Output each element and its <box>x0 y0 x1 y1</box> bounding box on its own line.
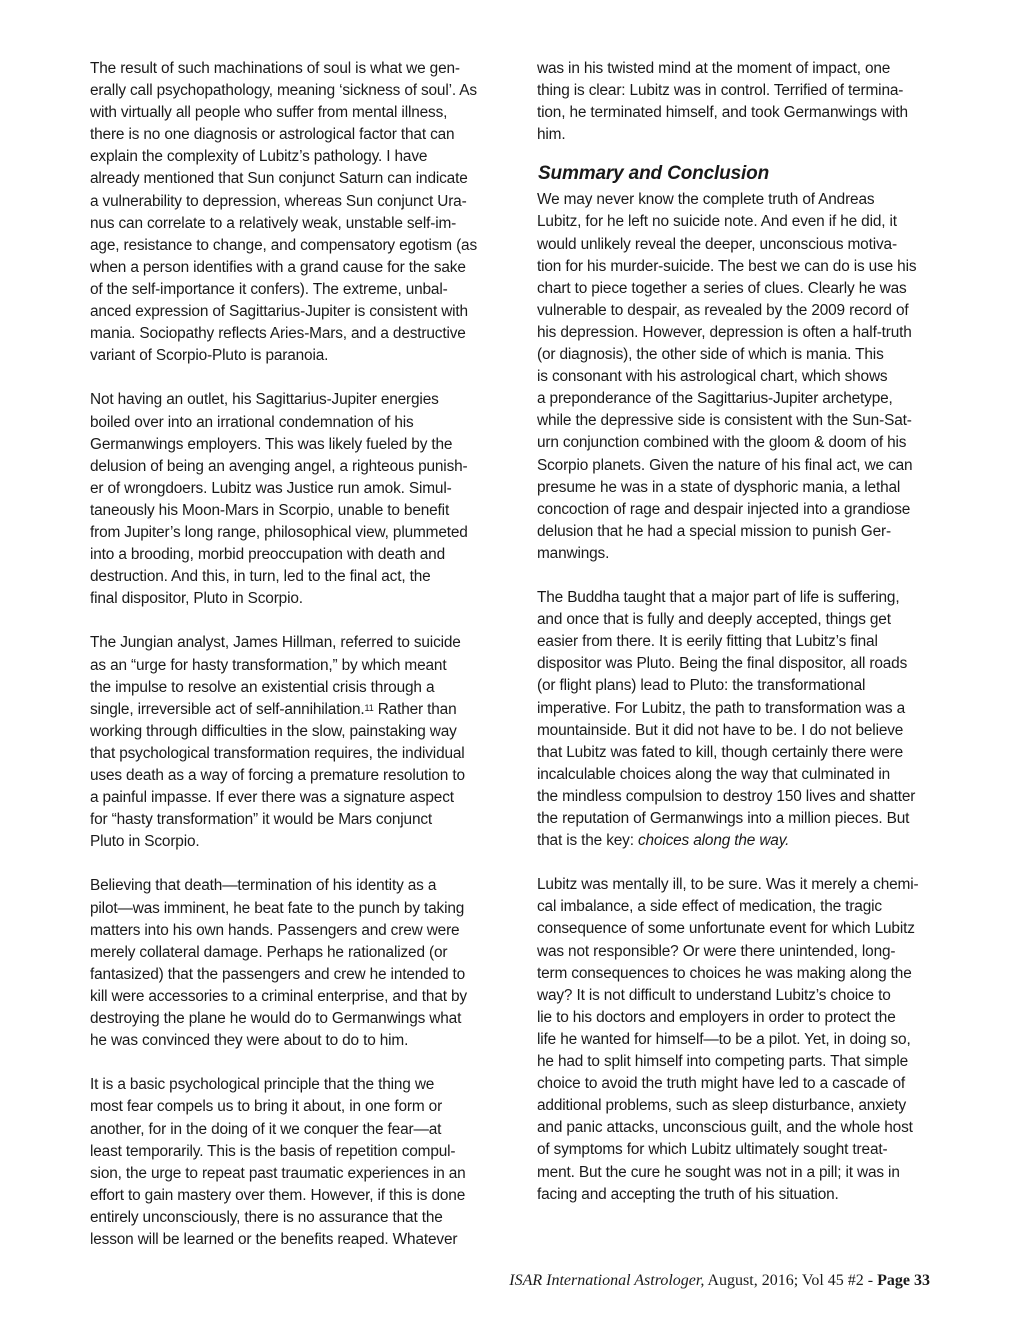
text-line: the impulse to resolve an existential crisis through a <box>90 678 435 696</box>
text-line: Germanwings employers. This was likely fueled by the <box>90 435 453 453</box>
paragraph-gap <box>90 853 530 875</box>
right-column <box>537 58 967 1206</box>
footer-journal: ISAR International Astrologer, <box>509 1272 705 1289</box>
text-line: mania. Sociopathy reflects Aries-Mars, and a destructive <box>90 325 466 343</box>
text-line: anced expression of Sagittarius-Jupiter is consistent with <box>90 303 468 321</box>
text-line: facing and accepting the truth of his situation. <box>537 1185 839 1203</box>
paragraph <box>90 58 530 367</box>
text-line: for “hasty transformation” it would be Mars conjunct <box>90 811 433 829</box>
emphasis-text: choices along the way. <box>637 832 790 850</box>
text-line: destruction. And this, in turn, led to the final act, the <box>90 568 431 586</box>
text-line: when a person identifies with a grand cause for the sake <box>90 258 466 276</box>
text-line: lesson will be learned or the benefits reaped. Whatever <box>90 1230 458 1248</box>
page-footer <box>509 1272 930 1290</box>
paragraph-gap <box>90 367 530 389</box>
text-line: (or flight plans) lead to Pluto: the transformational <box>537 677 866 695</box>
paragraph <box>90 389 530 610</box>
text-line: from Jupiter’s long range, philosophical view, plummeted <box>90 523 468 541</box>
text-line: kill were accessories to a criminal enterprise, and that by <box>90 987 467 1005</box>
text-line: additional problems, such as sleep disturbance, anxiety <box>537 1097 907 1115</box>
text-line: The Jungian analyst, James Hillman, referred to suicide <box>90 634 461 652</box>
text-line: that Lubitz was fated to kill, though certainly there were <box>537 743 904 761</box>
text-line: mountainside. But it did not have to be. I do not believe <box>537 721 904 739</box>
text-line: presume he was in a state of dysphoric mania, a lethal <box>537 478 901 496</box>
paragraph <box>90 875 530 1052</box>
text-line: imperative. For Lubitz, the path to transformation was a <box>537 699 905 717</box>
text-span: Rather than <box>373 700 457 718</box>
paragraph-gap <box>90 610 530 632</box>
text-line: he had to split himself into competing parts. That simple <box>537 1053 908 1071</box>
text-line: of symptoms for which Lubitz ultimately sought treat- <box>537 1141 888 1159</box>
text-line: taneously his Moon-Mars in Scorpio, unable to benefit <box>90 501 450 519</box>
text-line: ment. But the cure he sought was not in a pill; it was in <box>537 1163 900 1181</box>
text-line: uses death as a way of forcing a premature resolution to <box>90 767 465 784</box>
text-line: final dispositor, Pluto in Scorpio. <box>90 590 303 608</box>
text-line: It is a basic psychological principle that the thing we <box>90 1076 435 1094</box>
text-line: into a brooding, morbid preoccupation with death and <box>90 546 445 564</box>
text-line: was in his twisted mind at the moment of impact, one <box>537 60 891 77</box>
text-line: a painful impasse. If ever there was a signature aspect <box>90 789 454 807</box>
left-column <box>90 58 530 1251</box>
text-line: (or diagnosis), the other side of which is mania. This <box>537 346 884 364</box>
footer-issue: August, 2016; Vol 45 #2 - <box>704 1272 878 1289</box>
text-line: cal imbalance, a side effect of medication, the tragic <box>537 898 882 916</box>
text-line: variant of Scorpio-Pluto is paranoia. <box>90 347 329 365</box>
text-line: would unlikely reveal the deeper, unconscious motiva- <box>537 235 897 253</box>
text-line: most fear compels us to bring it about, in one form or <box>90 1098 443 1116</box>
text-line: vulnerable to despair, as revealed by the 2009 record of <box>537 301 909 319</box>
text-line <box>537 830 967 852</box>
text-line: already mentioned that Sun conjunct Saturn can indicate <box>90 170 468 188</box>
text-line: is consonant with his astrological chart, which shows <box>537 368 888 386</box>
text-line: and once that is fully and deeply accepted, things get <box>537 611 891 629</box>
text-line: effort to gain mastery over them. However, if this is done <box>90 1186 466 1204</box>
text-line: tion, he terminated himself, and took Germanwings with <box>537 104 908 122</box>
text-line: incalculable choices along the way that culminated in <box>537 765 891 783</box>
text-line: chart to piece together a series of clues. Clearly he was <box>537 279 907 297</box>
footnote-ref: 11 <box>364 702 374 713</box>
text-line: Scorpio planets. Given the nature of his final act, we can <box>537 456 913 474</box>
text-line: least temporarily. This is the basis of repetition compul- <box>90 1142 456 1160</box>
text-line: er of wrongdoers. Lubitz was Justice run amok. Simul- <box>90 479 452 497</box>
text-line: nus can correlate to a relatively weak, unstable self-im- <box>90 214 457 232</box>
text-line: explain the complexity of Lubitz’s pathology. I have <box>90 148 428 166</box>
text-line: The Buddha taught that a major part of life is suffering, <box>537 589 900 607</box>
text-line: sion, the urge to repeat past traumatic experiences in an <box>90 1164 466 1182</box>
text-line: lie to his doctors and employers in order to protect the <box>537 1008 896 1026</box>
text-line: merely collateral damage. Perhaps he rationalized (or <box>90 943 448 961</box>
text-line: the reputation of Germanwings into a million pieces. But <box>537 810 910 827</box>
paragraph <box>537 587 967 852</box>
text-line: while the depressive side is consistent with the Sun-Sat- <box>537 412 912 430</box>
right-column-continuation <box>537 58 967 146</box>
text-line: Pluto in Scorpio. <box>90 833 200 851</box>
text-line: that psychological transformation requires, the individual <box>90 744 465 762</box>
paragraph <box>537 874 967 1205</box>
right-column-body <box>537 189 967 1205</box>
text-line: easier from there. It is eerily fitting that Lubitz’s final <box>537 633 878 651</box>
text-line: another, for in the doing of it we conquer the fear—at <box>90 1120 442 1138</box>
text-line: a vulnerability to depression, whereas Sun conjunct Ura- <box>90 192 467 210</box>
text-line: Lubitz was mentally ill, to be sure. Was it merely a chemi- <box>537 876 919 894</box>
text-line <box>90 699 530 721</box>
text-line: delusion of being an avenging angel, a righteous punish- <box>90 457 468 475</box>
text-line: he was convinced they were about to do to him. <box>90 1032 409 1050</box>
text-line: boiled over into an irrational condemnation of his <box>90 413 414 431</box>
paragraph-gap <box>537 565 967 587</box>
text-line: erally call psychopathology, meaning ‘sickness of soul’. As <box>90 82 477 100</box>
text-line: the mindless compulsion to destroy 150 lives and shatter <box>537 787 916 805</box>
text-line: manwings. <box>537 544 610 562</box>
text-line: his depression. However, depression is often a half-truth <box>537 323 912 341</box>
text-line: We may never know the complete truth of Andreas <box>537 191 875 209</box>
footer-page-number: Page 33 <box>877 1272 930 1289</box>
text-line: thing is clear: Lubitz was in control. Terrified of termina- <box>537 82 904 100</box>
text-line: dispositor was Pluto. Being the final dispositor, all roads <box>537 655 908 673</box>
text-line: consequence of some unfortunate event for which Lubitz <box>537 920 915 938</box>
paragraph-gap <box>537 852 967 874</box>
text-line: pilot—was imminent, he beat fate to the punch by taking <box>90 899 465 917</box>
text-line: urn conjunction combined with the gloom & doom of his <box>537 434 907 452</box>
text-span: single, irreversible act of self-annihilation. <box>90 700 365 718</box>
text-span: that is the key: <box>537 832 638 850</box>
text-line: life he wanted for himself—to be a pilot. Yet, in doing so, <box>537 1030 911 1048</box>
text-line: entirely unconsciously, there is no assurance that the <box>90 1208 443 1226</box>
text-line: The result of such machinations of soul is what we gen- <box>90 60 460 77</box>
text-line: destroying the plane he would do to Germanwings what <box>90 1010 462 1028</box>
paragraph <box>537 58 967 146</box>
text-line: concoction of rage and despair injected into a grandiose <box>537 500 911 518</box>
text-line: a preponderance of the Sagittarius-Jupiter archetype, <box>537 390 893 408</box>
paragraph <box>537 189 967 565</box>
text-line: Not having an outlet, his Sagittarius-Jupiter energies <box>90 391 439 409</box>
paragraph <box>90 632 530 853</box>
text-line: age, resistance to change, and compensatory egotism (as <box>90 236 477 254</box>
text-line: of the self-importance it confers). The extreme, unbal- <box>90 280 448 298</box>
section-heading: Summary and Conclusion <box>538 163 770 185</box>
text-line: tion for his murder-suicide. The best we can do is use his <box>537 257 917 275</box>
text-line: as an “urge for hasty transformation,” by which meant <box>90 656 447 674</box>
text-line: delusion that he had a special mission to punish Ger- <box>537 522 891 540</box>
paragraph <box>90 1074 530 1251</box>
text-line: was not responsible? Or were there unintended, long- <box>537 942 896 960</box>
text-line: and panic attacks, unconscious guilt, and the whole host <box>537 1119 913 1137</box>
paragraph-gap <box>90 1052 530 1074</box>
text-line: with virtually all people who suffer from mental illness, <box>90 104 448 122</box>
text-line: him. <box>537 126 566 144</box>
text-line: Lubitz, for he left no suicide note. And even if he did, it <box>537 213 897 231</box>
text-line: term consequences to choices he was making along the <box>537 964 912 982</box>
text-line: Believing that death—termination of his identity as a <box>90 877 437 895</box>
text-line: way? It is not difficult to understand Lubitz’s choice to <box>537 986 891 1004</box>
text-line: there is no one diagnosis or astrological factor that can <box>90 126 455 144</box>
text-line: working through difficulties in the slow, painstaking way <box>90 722 457 740</box>
text-line: fantasized) that the passengers and crew he intended to <box>90 965 466 983</box>
text-line: choice to avoid the truth might have led to a cascade of <box>537 1075 906 1093</box>
text-line: matters into his own hands. Passengers and crew were <box>90 921 460 939</box>
